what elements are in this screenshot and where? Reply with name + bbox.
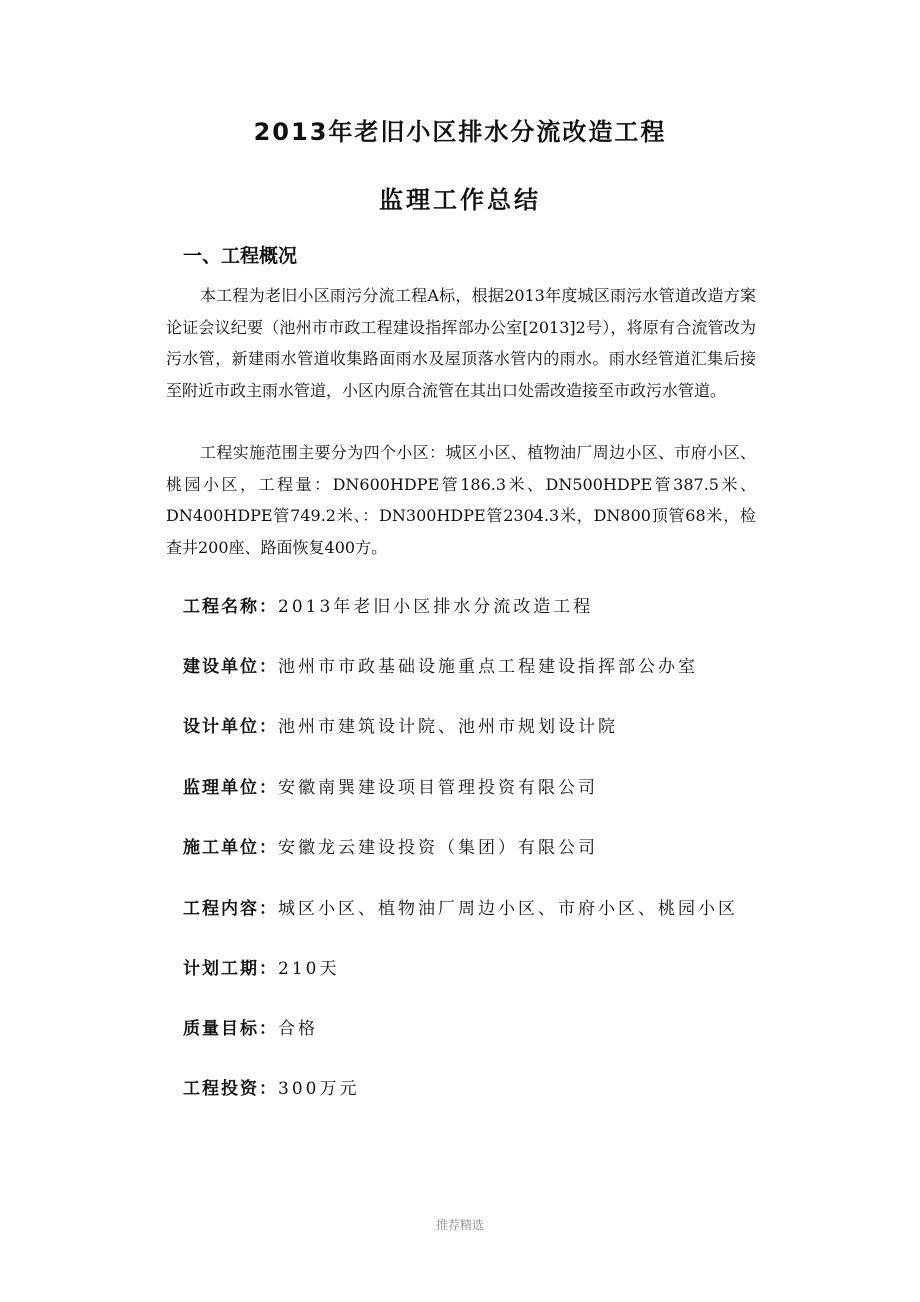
info-value: 安徽龙云建设投资（集团）有限公司 [278, 838, 598, 858]
info-row-scope [183, 894, 738, 919]
overview-paragraph-2: 工程实施范围主要分为四个小区：城区小区、植物油厂周边小区、市府小区、桃园小区，工程量：DN600HDPE管186.3米、DN500HDPE管387.5米、DN400HDPE管749.2米、：DN300HDPE管2304.3米，DN800顶管68米，检查井200座、路面恢复400方。 [166, 443, 756, 557]
info-row-designer [183, 712, 618, 737]
info-value: 合格 [278, 1019, 318, 1039]
info-row-supervisor [183, 773, 598, 798]
info-label: 计划工期： [183, 959, 278, 979]
info-label: 质量目标： [183, 1019, 278, 1039]
info-value: 2013年老旧小区排水分流改造工程 [278, 597, 594, 617]
info-label: 设计单位： [183, 717, 278, 737]
info-value: 安徽南巽建设项目管理投资有限公司 [278, 778, 598, 798]
info-row-investment [183, 1074, 359, 1099]
info-value: 池州市建筑设计院、池州市规划设计院 [278, 717, 618, 737]
info-row-project-name [183, 592, 593, 617]
info-label: 建设单位： [183, 657, 278, 677]
info-label: 工程名称： [183, 597, 278, 617]
info-row-schedule [183, 954, 339, 979]
info-row-quality [183, 1014, 318, 1039]
page-footer: 推荐精选 [435, 1218, 484, 1232]
info-value: 城区小区、植物油厂周边小区、市府小区、桃园小区 [278, 899, 738, 919]
info-value: 池州市市政基础设施重点工程建设指挥部公办室 [278, 657, 698, 677]
section-heading-overview: 一、工程概况 [183, 245, 298, 267]
info-label: 工程内容： [183, 899, 278, 919]
overview-paragraph-1: 本工程为老旧小区雨污分流工程A标，根据2013年度城区雨污水管道改造方案论证会议纪要（池州市市政工程建设指挥部办公室[2013]2号），将原有合流管改为污水管，新建雨水管道收集路面雨水及屋顶落水管内的雨水。雨水经管道汇集后接至附近市政主雨水管道，小区内原合流管在其出口处需改造接至市政污水管道。 [166, 286, 756, 400]
info-value: 300万元 [278, 1079, 360, 1099]
document-subtitle: 监理工作总结 [379, 186, 541, 214]
info-label: 施工单位： [183, 838, 278, 858]
info-label: 工程投资： [183, 1079, 278, 1099]
info-row-contractor [183, 833, 598, 858]
info-row-client [183, 652, 698, 677]
info-label: 监理单位： [183, 778, 278, 798]
document-title: 2013年老旧小区排水分流改造工程 [253, 118, 667, 146]
info-value: 210天 [278, 959, 340, 979]
